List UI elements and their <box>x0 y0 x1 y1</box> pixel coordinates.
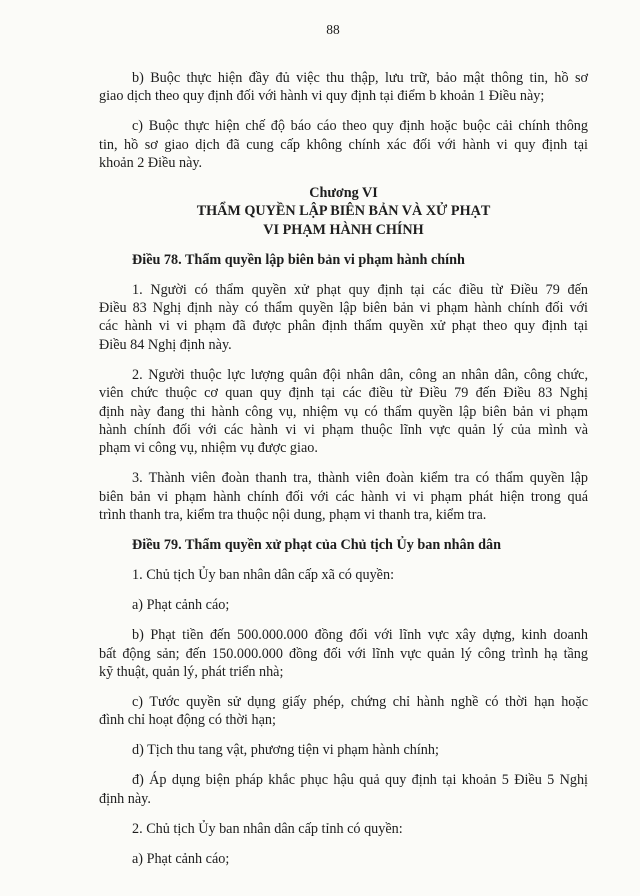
page-number: 88 <box>326 22 340 37</box>
point-paragraph <box>99 693 588 730</box>
text-line: giao dịch theo quy định đối với hành vi quy định tại điểm b khoản 1 Điều này; <box>99 88 545 105</box>
text-line: 2. Người thuộc lực lượng quân đội nhân dân, công an nhân dân, công chức, <box>132 366 588 383</box>
clause-paragraph <box>99 366 588 458</box>
text-line: 1. Người có thẩm quyền xử phạt quy định tại các điều từ Điều 79 đến <box>132 281 588 298</box>
point-paragraph <box>99 771 588 808</box>
text-line: Điều 84 Nghị định này. <box>99 336 232 353</box>
text-line: các hành vi vi phạm đã được phân định thẩm quyền xử phạt theo quy định tại <box>99 318 588 335</box>
point-paragraph <box>99 596 588 614</box>
text-line: c) Buộc thực hiện chế độ báo cáo theo quy định hoặc buộc cải chính thông <box>132 118 588 135</box>
chapter-title-line: VI PHẠM HÀNH CHÍNH <box>263 221 424 238</box>
text-line: khoản 2 Điều này. <box>99 154 203 171</box>
text-line: đ) Áp dụng biện pháp khắc phục hậu quả quy định tại khoản 5 Điều 5 Nghị <box>132 772 588 789</box>
text-line: phạm vi công vụ, nhiệm vụ được giao. <box>99 440 318 457</box>
point-paragraph <box>99 850 588 868</box>
text-line: 2. Chủ tịch Ủy ban nhân dân cấp tỉnh có quyền: <box>132 820 403 837</box>
clause-paragraph <box>99 281 588 355</box>
text-line: Điều 83 Nghị định này có thẩm quyền lập biên bản vi phạm hành chính đối với <box>99 300 588 317</box>
point-paragraph <box>99 69 588 106</box>
text-line: a) Phạt cảnh cáo; <box>132 597 230 614</box>
text-line: a) Phạt cảnh cáo; <box>132 850 230 867</box>
text-line: định này đang thi hành công vụ, nhiệm vụ có thẩm quyền lập biên bản vi phạm <box>99 403 588 420</box>
point-paragraph <box>99 626 588 681</box>
text-line: b) Buộc thực hiện đầy đủ việc thu thập, lưu trữ, bảo mật thông tin, hồ sơ <box>132 69 588 86</box>
text-line: hành chính đối với các hành vi vi phạm thuộc lĩnh vực quản lý của mình và <box>99 422 588 439</box>
chapter-heading <box>99 184 588 239</box>
text-line: b) Phạt tiền đến 500.000.000 đồng đối với lĩnh vực xây dựng, kinh doanh <box>132 627 588 644</box>
text-line: định này. <box>99 790 151 807</box>
document-body <box>99 69 588 868</box>
article-heading-text: Điều 78. Thẩm quyền lập biên bản vi phạm hành chính <box>132 251 465 268</box>
clause-paragraph <box>99 469 588 524</box>
text-line: viên chức thuộc cơ quan quy định tại các điều từ Điều 79 đến Điều 83 Nghị <box>99 385 588 402</box>
chapter-label: Chương VI <box>309 184 378 201</box>
article-78-heading <box>99 251 588 269</box>
clause-paragraph <box>99 566 588 584</box>
text-line: trình thanh tra, kiểm tra thuộc nội dung, phạm vi thanh tra, kiểm tra. <box>99 507 487 524</box>
text-line: biên bản vi phạm hành chính đối với các hành vi vi phạm phát hiện trong quá <box>99 488 588 505</box>
clause-paragraph <box>99 820 588 838</box>
point-paragraph <box>99 117 588 172</box>
text-line: 3. Thành viên đoàn thanh tra, thành viên đoàn kiểm tra có thẩm quyền lập <box>132 470 588 487</box>
point-paragraph <box>99 741 588 759</box>
text-line: tin, hồ sơ giao dịch đã cung cấp không chính xác đối với hành vi quy định tại <box>99 136 588 153</box>
chapter-title-line: THẨM QUYỀN LẬP BIÊN BẢN VÀ XỬ PHẠT <box>196 203 491 220</box>
text-line: đình chỉ hoạt động có thời hạn; <box>99 712 276 729</box>
text-line: kỹ thuật, quản lý, phát triển nhà; <box>99 663 284 680</box>
text-line: c) Tước quyền sử dụng giấy phép, chứng chỉ hành nghề có thời hạn hoặc <box>132 693 588 710</box>
article-79-heading <box>99 536 588 554</box>
text-line: bất động sản; đến 150.000.000 đồng đối với lĩnh vực quản lý công trình hạ tầng <box>99 645 588 662</box>
text-line: d) Tịch thu tang vật, phương tiện vi phạm hành chính; <box>132 742 439 759</box>
text-line: 1. Chủ tịch Ủy ban nhân dân cấp xã có quyền: <box>132 567 395 584</box>
article-heading-text: Điều 79. Thẩm quyền xử phạt của Chủ tịch Ủy ban nhân dân <box>132 537 501 554</box>
